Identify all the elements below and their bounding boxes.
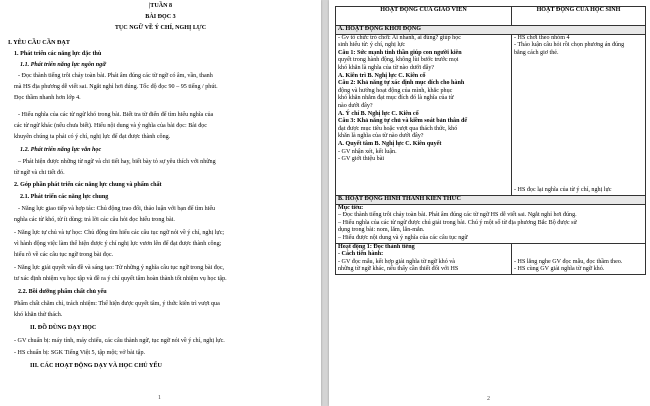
body-text-line: - HS chuẩn bị: SGK Tiếng Việt 5, tập một; vở bài tập. — [14, 350, 146, 356]
body-text-line: hiểu rõ về các câu tục ngữ trong bài đọc. — [14, 252, 114, 258]
teacher-column-header: HOẠT ĐỘNG CỦA GIÁO VIÊN — [336, 7, 512, 26]
body-text-line: - GV chuẩn bị: máy tính, máy chiếu, các câu thành ngữ, tục ngữ nói về ý chí, nghị lực. — [14, 338, 225, 344]
text-line: - GV nhận xét, kết luận. — [338, 148, 397, 155]
text-line: đạt được mục tiêu hoặc vượt qua thách thức, khó — [338, 125, 458, 132]
student-activities-cell — [512, 34, 646, 195]
body-text-line: khuyên chúng ta phải có ý chí, nghị lực để đạt được thành công. — [14, 134, 171, 140]
body-text-line: từ ngữ và chi tiết đó. — [14, 170, 65, 176]
text-line: khó khăn nhằm đạt mục đích đó là nghĩa của từ — [338, 95, 454, 102]
text-line: khăn là nghĩa của từ nào dưới đây? — [338, 133, 424, 140]
body-text-line: Đọc thầm nhanh hơn lớp 4. — [14, 95, 81, 101]
text-line: dụng trong bài: nom, lăm, lăn-mắn. — [338, 227, 425, 234]
text-line: nào dưới đây? — [338, 102, 373, 109]
body-text-line: - Hiểu nghĩa của các từ ngữ khó trong bài. Biết tra từ điển để tìm hiểu nghĩa của — [18, 112, 214, 118]
document-page-2 — [329, 0, 650, 406]
body-text-line: – Phát hiện được những từ ngữ và chi tiết hay, biết bày tỏ sự yêu thích với những — [18, 159, 216, 165]
subsection-heading: 2. Góp phần phát triển các năng lực chung và phẩm chất — [14, 182, 162, 188]
table-row — [336, 195, 646, 204]
page-number: 2 — [487, 396, 490, 402]
text-line: bằng cách giơ thẻ. — [514, 49, 559, 56]
table-row — [336, 34, 646, 195]
subsection-heading: 1.2. Phát triển năng lực văn học — [20, 147, 102, 153]
text-line: - GV giới thiệu bài — [338, 156, 385, 163]
text-line: - HS cùng GV giải nghĩa từ ngữ khó. — [514, 266, 605, 273]
table-row — [336, 204, 646, 243]
objectives-cell — [336, 204, 646, 243]
text-line: những từ ngữ khác, nếu thấy cần thiết đối với HS — [338, 266, 459, 273]
text-line: – Hiểu được nội dung và ý nghĩa của các câu tục ngữ — [338, 234, 468, 241]
teacher-activities-cell — [336, 243, 512, 274]
question-line: Câu 2: Khả năng tự xác định mục đích cho hành — [338, 80, 465, 87]
activities-table — [335, 6, 646, 275]
table-header-row — [336, 7, 646, 26]
question-line: Câu 1: Sức mạnh tinh thần giúp con người kiên — [338, 49, 462, 56]
body-text-line: các từ ngữ khác (nếu chưa biết). Hiểu nội dung và ý nghĩa của bài đọc: Bài đọc — [14, 123, 207, 129]
text-line: - Cách tiến hành: — [338, 251, 384, 258]
answer-options: A. Ý chí B. Nghị lực C. Kiên cố — [338, 110, 419, 117]
document-page-1 — [0, 0, 321, 406]
text-line: - HS chơi theo nhóm 4 — [514, 34, 570, 41]
subsection-heading: 1. Phát triển các năng lực đặc thù — [14, 51, 102, 57]
text-line: – Hiểu nghĩa của các từ ngữ được chú giải trong bài. Chú ý một số từ địa phương Bắc Bộ được sử — [338, 219, 577, 226]
subsection-heading: 1.1. Phát triển năng lực ngôn ngữ — [20, 62, 106, 68]
body-text-line: mà HS địa phương dễ viết sai. Ngắt nghỉ hơi đúng. Tốc độ đọc 90 – 95 tiếng / phút. — [14, 84, 218, 90]
body-text-line: Phẩm chất chăm chỉ, trách nhiệm: Thể hiện được quyết tâm, ý thức kiên trì vượt qua — [14, 301, 220, 307]
text-line: khó khăn là nghĩa của từ nào dưới đây? — [338, 64, 435, 71]
text-line: động và hướng hoạt động của mình, khắc phục — [338, 87, 453, 94]
body-text-line: - Năng lực giao tiếp và hợp tác: Chủ động trao đổi, thảo luận với bạn để tìm hiểu — [18, 206, 216, 212]
text-line: quyết trong hành động, không lùi bước trước mọi — [338, 57, 459, 64]
section-heading: III. CÁC HOẠT ĐỘNG DẠY VÀ HỌC CHỦ YẾU — [30, 363, 162, 369]
page-number: 1 — [158, 395, 161, 401]
text-line: - HS đọc lại nghĩa của từ ý chí, nghị lực — [514, 187, 612, 194]
section-heading: I. YÊU CẦU CẦN ĐẠT — [8, 40, 70, 46]
teacher-activities-cell — [336, 34, 512, 195]
question-line: Câu 3: Khả năng tự chủ và kiềm soát bản thân để — [338, 118, 468, 125]
student-column-header: HOẠT ĐỘNG CỦA HỌC SINH — [512, 7, 646, 26]
text-line: - HS lắng nghe GV đọc mẫu, đọc thầm theo. — [514, 258, 623, 265]
text-line: sinh hiểu từ: ý chí, nghị lực — [338, 42, 406, 49]
text-line: - GV đọc mẫu, kết hợp giải nghĩa từ ngữ khó và — [338, 258, 456, 265]
subsection-heading: 2.1. Phát triển các năng lực chung — [20, 194, 109, 200]
answer-options: A. Quyết tâm B. Nghị lực C. Kiên quyết — [338, 140, 442, 147]
section-heading: II. ĐỒ DÙNG DẠY HỌC — [30, 325, 97, 331]
answer-options: A. Kiên trì B. Nghị lực C. Kiên cố — [338, 72, 426, 79]
text-line: – Đọc thành tiếng trôi chảy toàn bài. Phát âm đúng các từ ngữ HS dễ viết sai. Ngắt nghỉ hơi đúng. — [338, 212, 577, 219]
student-activities-cell — [512, 243, 646, 274]
body-text-line: - Năng lực giải quyết vấn đề và sáng tạo: Từ những ý nghĩa câu tục ngữ trong bài đọc, — [14, 265, 225, 271]
objectives-label: Mục tiêu: — [338, 204, 364, 211]
lesson-title: TỤC NGỮ VỀ Ý CHÍ, NGHỊ LỰC — [114, 25, 207, 31]
body-text-line: khó khăn thử thách. — [14, 312, 63, 318]
section-b-heading: B. HOẠT ĐỘNG HÌNH THÀNH KIẾN THỨC — [336, 195, 646, 204]
body-text-line: vì hành động việc làm thể hiện được ý chí nghị lực vươn lên để đạt được thành công; — [14, 241, 222, 247]
body-text-line: - Đọc thành tiếng trôi chảy toàn bài. Phát âm đúng các từ ngữ có âm, vần, thanh — [18, 73, 213, 79]
table-row — [336, 26, 646, 35]
table-row — [336, 243, 646, 274]
lesson-number: BÀI ĐỌC 3 — [145, 14, 176, 20]
subsection-heading: 2.2. Bồi dưỡng phẩm chất chủ yếu — [18, 289, 107, 295]
section-a-heading: A. HOẠT ĐỘNG KHỞI ĐỘNG — [336, 26, 646, 35]
body-text-line: nghĩa các từ khó, từ ít dùng; trả lời các câu hỏi đọc hiểu trong bài. — [14, 217, 175, 223]
text-line: - Gv tổ chức trò chơi: Ai nhanh, ai đúng? giúp học — [338, 34, 461, 41]
activity-heading: Hoạt động 1: Đọc thành tiếng — [338, 243, 415, 250]
text-line: - Thảo luận câu hỏi rồi chọn phương án đúng — [514, 42, 625, 49]
body-text-line: - Năng lực tự chủ và tự học: Chủ động tìm hiểu các câu tục ngữ nói về ý chí, nghị lực; — [14, 230, 225, 236]
body-text-line: tư xác định nhiệm vụ học tập và đề ra ý chí quyết tâm hoàn thành tốt nhiệm vụ học tập. — [14, 276, 227, 282]
week-heading: |TUẦN 8 — [148, 3, 173, 9]
